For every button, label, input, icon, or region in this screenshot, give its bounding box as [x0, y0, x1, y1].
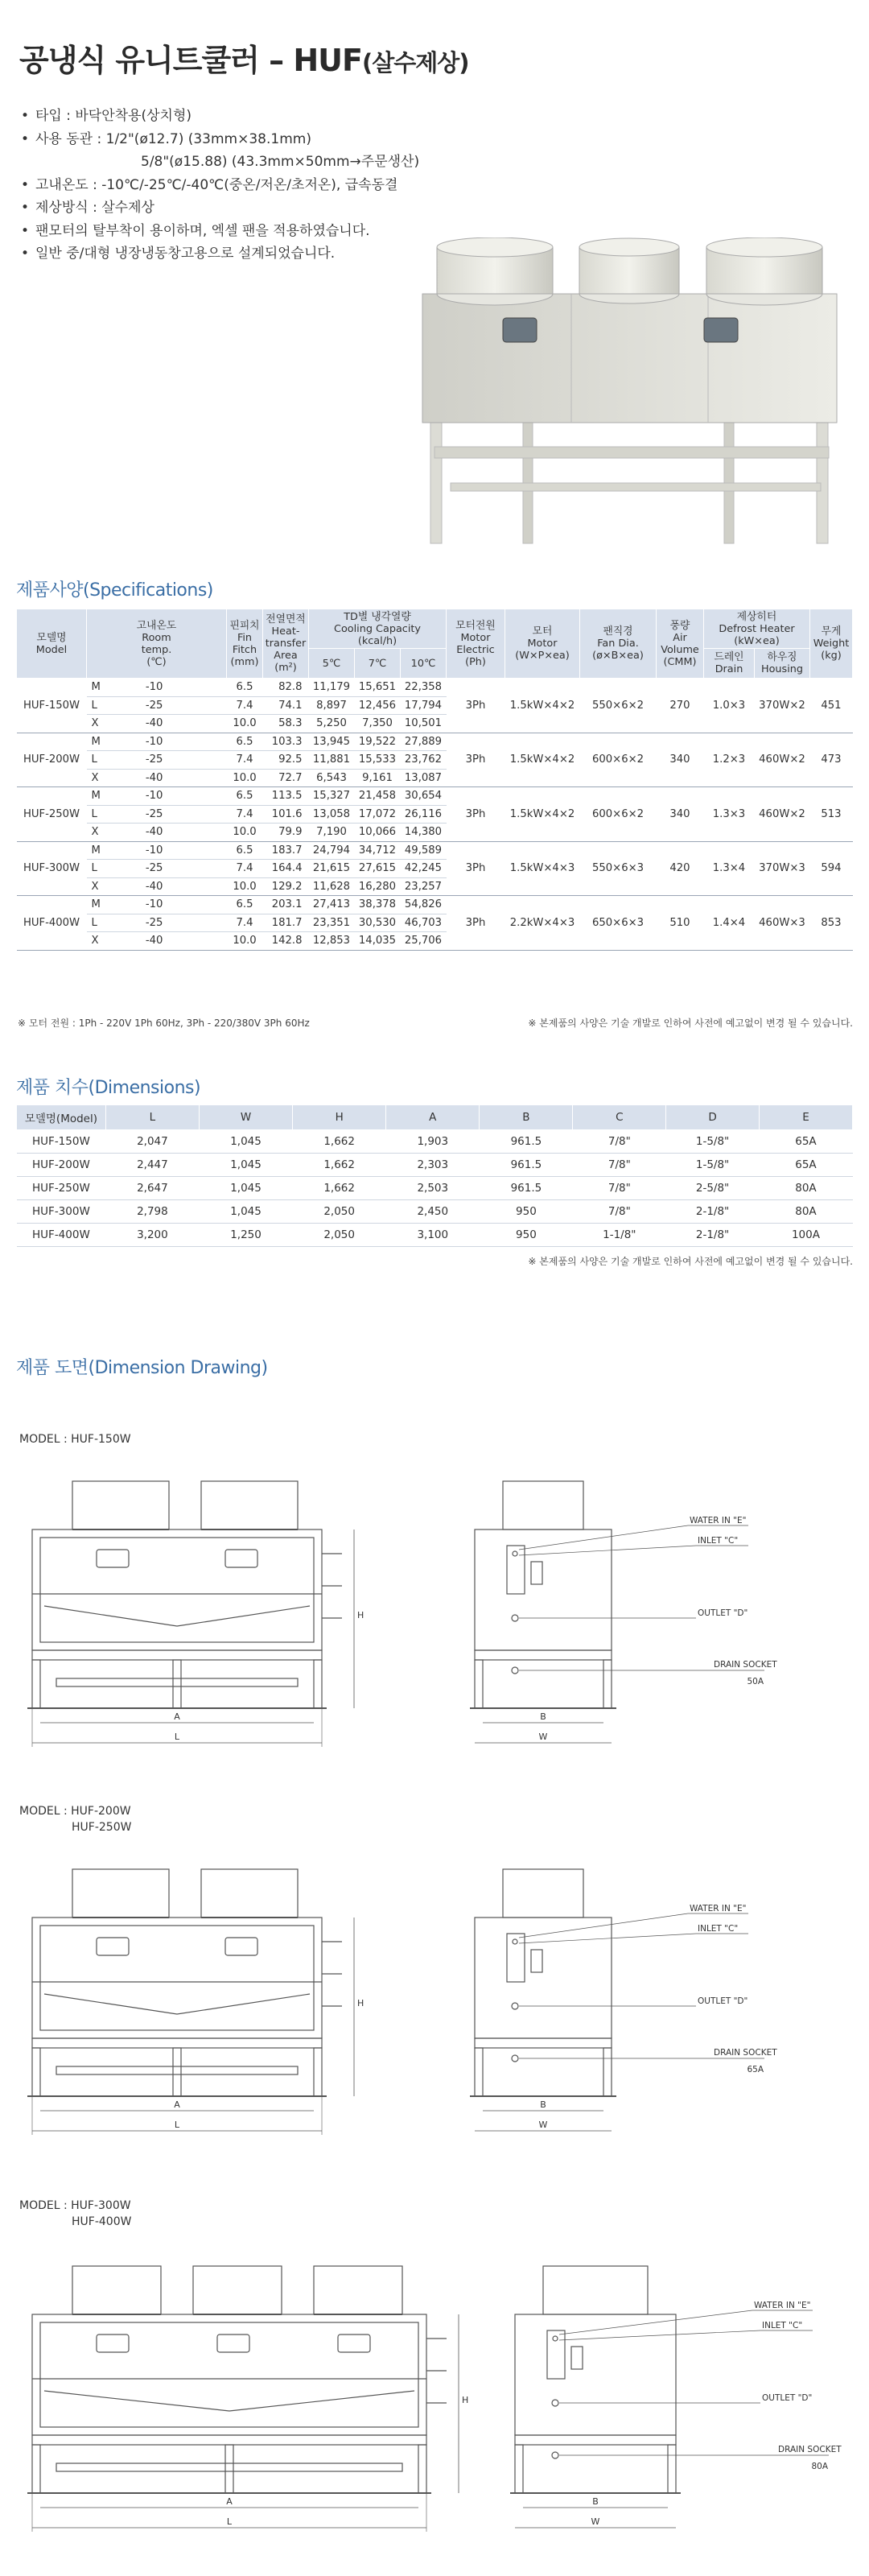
spec-cell: 420 — [657, 841, 704, 896]
dims-cell: 950 — [480, 1200, 573, 1224]
svg-text:DRAIN SOCKET: DRAIN SOCKET — [714, 1660, 777, 1670]
spec-cell: 340 — [657, 787, 704, 842]
dims-cell: 80A — [759, 1200, 852, 1224]
svg-text:WATER IN "E": WATER IN "E" — [690, 1516, 747, 1525]
feature-item: • 팬모터의 탈부착이 용이하며, 엑셀 팬을 적용하였습니다. — [19, 220, 454, 243]
dims-cell: 1,045 — [199, 1130, 292, 1154]
feature-item: • 타입 : 바닥안착용(상치형) — [19, 105, 454, 128]
spec-cell: 30,654 — [401, 787, 447, 806]
dims-cell: 1,662 — [293, 1177, 386, 1200]
drawings-heading: 제품 도면(Dimension Drawing) — [16, 1358, 268, 1378]
spec-cell: 129.2 — [263, 877, 309, 896]
spec-cell: 5,250 — [309, 715, 355, 733]
dims-cell: HUF-150W — [17, 1130, 106, 1154]
svg-text:WATER IN "E": WATER IN "E" — [754, 2301, 811, 2310]
spec-cell: 10.0 — [227, 877, 263, 896]
th-motor: 모터 Motor (W×P×ea) — [505, 609, 580, 679]
dims-header: D — [666, 1105, 760, 1130]
svg-text:65A: 65A — [747, 2065, 764, 2074]
svg-text:50A: 50A — [747, 1677, 764, 1686]
feature-item: • 일반 중/대형 냉장냉동창고용으로 설계되었습니다. — [19, 242, 454, 266]
drawing-model-1 — [19, 1431, 131, 1447]
drawing-model-2 — [19, 1803, 131, 1835]
spec-cell: 11,179 — [309, 679, 355, 697]
spec-cell: 79.9 — [263, 824, 309, 842]
spec-cell: 23,351 — [309, 914, 355, 932]
specs-heading: 제품사양(Specifications) — [16, 580, 213, 601]
specs-note-left: ※ 모터 전원 : 1Ph - 220V 1Ph 60Hz, 3Ph - 220/380V 3Ph 60Hz — [18, 1018, 310, 1029]
svg-text:INLET "C": INLET "C" — [698, 1536, 739, 1546]
spec-cell: 34,712 — [355, 841, 401, 860]
spec-cell: 42,245 — [401, 860, 447, 878]
spec-cell: 11,628 — [309, 877, 355, 896]
spec-cell: 6.5 — [227, 841, 263, 860]
spec-cell: M — [87, 679, 141, 697]
dims-cell: 1,250 — [199, 1224, 292, 1247]
dimension-drawing — [8, 2250, 861, 2556]
dims-cell: 961.5 — [480, 1177, 573, 1200]
dims-cell: 100A — [759, 1224, 852, 1247]
dims-header: L — [105, 1105, 199, 1130]
spec-cell: 8,897 — [309, 696, 355, 715]
th-model: 모델명 Model — [17, 609, 87, 679]
spec-cell: 12,456 — [355, 696, 401, 715]
spec-cell: 101.6 — [263, 805, 309, 824]
spec-cell: 473 — [810, 733, 853, 787]
dims-cell: HUF-300W — [17, 1200, 106, 1224]
spec-cell: 10,501 — [401, 715, 447, 733]
spec-cell: 10.0 — [227, 824, 263, 842]
spec-cell: L — [87, 751, 141, 770]
spec-cell: 17,072 — [355, 805, 401, 824]
spec-cell: 54,826 — [401, 896, 447, 914]
spec-cell: 6.5 — [227, 679, 263, 697]
spec-cell: 19,522 — [355, 733, 401, 751]
spec-cell: 3Ph — [447, 787, 505, 842]
spec-cell: 1.5kW×4×2 — [505, 733, 580, 787]
spec-cell: HUF-200W — [17, 733, 87, 787]
dims-cell: 1,045 — [199, 1154, 292, 1177]
spec-cell: 72.7 — [263, 769, 309, 787]
svg-text:OUTLET "D": OUTLET "D" — [698, 1608, 748, 1618]
spec-cell: X — [87, 824, 141, 842]
spec-cell: 58.3 — [263, 715, 309, 733]
spec-cell: -25 — [141, 860, 227, 878]
spec-cell: 23,762 — [401, 751, 447, 770]
feature-item: • 제상방식 : 살수제상 — [19, 196, 454, 220]
th-cooling: TD별 냉각열량 Cooling Capacity (kcal/h) — [309, 609, 447, 649]
svg-text:W: W — [538, 1732, 548, 1742]
spec-cell: 6.5 — [227, 787, 263, 806]
spec-cell: 1.4×4 — [704, 896, 755, 951]
dims-cell: 2,047 — [105, 1130, 199, 1154]
spec-cell: X — [87, 877, 141, 896]
dims-header: H — [293, 1105, 386, 1130]
dims-cell: HUF-250W — [17, 1177, 106, 1200]
th-defrost: 제상히터 Defrost Heater (kW×ea) — [704, 609, 810, 649]
dims-cell: 7/8" — [573, 1200, 666, 1224]
svg-text:W: W — [538, 2120, 548, 2130]
spec-cell: -40 — [141, 715, 227, 733]
spec-cell: 7,190 — [309, 824, 355, 842]
dimension-drawing — [8, 1853, 861, 2159]
spec-cell: 7,350 — [355, 715, 401, 733]
svg-text:WATER IN "E": WATER IN "E" — [690, 1904, 747, 1913]
spec-cell: 1.3×3 — [704, 787, 755, 842]
dims-row — [17, 1177, 853, 1200]
spec-cell: 460W×3 — [755, 896, 810, 951]
spec-cell: 164.4 — [263, 860, 309, 878]
dims-cell: 2,050 — [293, 1224, 386, 1247]
feature-list — [19, 105, 454, 266]
th-fin-pitch: 핀피치 Fin Fitch (mm) — [227, 609, 263, 679]
spec-cell: -40 — [141, 824, 227, 842]
spec-cell: HUF-250W — [17, 787, 87, 842]
spec-row — [17, 841, 853, 860]
spec-cell: 650×6×3 — [580, 896, 657, 951]
dims-cell: 1,045 — [199, 1177, 292, 1200]
svg-text:B: B — [592, 2496, 599, 2507]
dims-cell: 2-5/8" — [666, 1177, 760, 1200]
svg-text:A: A — [226, 2496, 233, 2507]
title-main: 공냉식 유니트쿨러 – HUF — [19, 43, 362, 78]
dims-header: 모델명(Model) — [17, 1105, 106, 1130]
dims-cell: 1-5/8" — [666, 1154, 760, 1177]
dims-cell: 2,303 — [386, 1154, 480, 1177]
spec-cell: 10.0 — [227, 715, 263, 733]
svg-text:H: H — [462, 2395, 469, 2405]
dims-cell: 7/8" — [573, 1154, 666, 1177]
dimension-drawing — [8, 1465, 861, 1771]
dims-cell: 961.5 — [480, 1130, 573, 1154]
spec-cell: 600×6×2 — [580, 733, 657, 787]
model-line: MODEL : HUF-300W — [19, 2199, 131, 2212]
spec-cell: 13,087 — [401, 769, 447, 787]
spec-row — [17, 896, 853, 914]
spec-cell: 183.7 — [263, 841, 309, 860]
th-fan: 팬직경 Fan Dia. (ø×B×ea) — [580, 609, 657, 679]
svg-text:OUTLET "D": OUTLET "D" — [762, 2393, 813, 2403]
spec-cell: 27,413 — [309, 896, 355, 914]
spec-row — [17, 733, 853, 751]
spec-cell: 6.5 — [227, 896, 263, 914]
spec-cell: 6.5 — [227, 733, 263, 751]
dimensions-note: ※ 본제품의 사양은 기술 개발로 인하여 사전에 예고없이 변경 될 수 있습니다. — [528, 1256, 853, 1267]
spec-cell: 3Ph — [447, 896, 505, 951]
dims-cell: 65A — [759, 1130, 852, 1154]
feature-item: • 고내온도 : -10℃/-25℃/-40℃(중온/저온/초저온), 급속동결 — [19, 174, 454, 197]
spec-cell: 3Ph — [447, 841, 505, 896]
spec-cell: X — [87, 932, 141, 951]
dims-cell: 2,798 — [105, 1200, 199, 1224]
spec-cell: 113.5 — [263, 787, 309, 806]
th-housing: 하우징 Housing — [755, 649, 810, 679]
spec-row — [17, 679, 853, 697]
dims-cell: 1,045 — [199, 1200, 292, 1224]
dims-header: A — [386, 1105, 480, 1130]
spec-cell: 2.2kW×4×3 — [505, 896, 580, 951]
dims-header: E — [759, 1105, 852, 1130]
svg-text:L: L — [226, 2516, 233, 2527]
dims-cell: 7/8" — [573, 1177, 666, 1200]
spec-cell: 1.5kW×4×3 — [505, 841, 580, 896]
th-drain: 드레인 Drain — [704, 649, 755, 679]
spec-cell: 13,058 — [309, 805, 355, 824]
spec-cell: 460W×2 — [755, 787, 810, 842]
spec-cell: 7.4 — [227, 696, 263, 715]
spec-cell: L — [87, 914, 141, 932]
spec-cell: L — [87, 805, 141, 824]
spec-cell: 7.4 — [227, 860, 263, 878]
spec-cell: 14,380 — [401, 824, 447, 842]
spec-cell: 370W×2 — [755, 679, 810, 733]
spec-cell: X — [87, 769, 141, 787]
specifications-table — [16, 609, 853, 951]
spec-cell: 181.7 — [263, 914, 309, 932]
svg-text:80A: 80A — [811, 2462, 828, 2471]
dimensions-heading: 제품 치수(Dimensions) — [16, 1078, 201, 1098]
spec-cell: M — [87, 733, 141, 751]
spec-cell: 550×6×2 — [580, 679, 657, 733]
svg-text:DRAIN SOCKET: DRAIN SOCKET — [778, 2445, 842, 2454]
spec-cell: 270 — [657, 679, 704, 733]
spec-cell: -25 — [141, 696, 227, 715]
svg-text:OUTLET "D": OUTLET "D" — [698, 1996, 748, 2006]
dims-cell: 80A — [759, 1177, 852, 1200]
specs-note-right: ※ 본제품의 사양은 기술 개발로 인하여 사전에 예고없이 변경 될 수 있습니다. — [528, 1018, 853, 1029]
spec-cell: 7.4 — [227, 805, 263, 824]
dims-cell: 2,450 — [386, 1200, 480, 1224]
spec-cell: 203.1 — [263, 896, 309, 914]
dims-cell: 1,662 — [293, 1130, 386, 1154]
spec-cell: 9,161 — [355, 769, 401, 787]
dims-row — [17, 1154, 853, 1177]
spec-cell: 370W×3 — [755, 841, 810, 896]
svg-text:INLET "C": INLET "C" — [762, 2321, 803, 2330]
spec-cell: 15,651 — [355, 679, 401, 697]
spec-cell: 10.0 — [227, 769, 263, 787]
spec-cell: L — [87, 860, 141, 878]
spec-cell: M — [87, 896, 141, 914]
spec-cell: 103.3 — [263, 733, 309, 751]
spec-cell: 26,116 — [401, 805, 447, 824]
spec-cell: HUF-300W — [17, 841, 87, 896]
svg-text:H: H — [357, 1998, 364, 2008]
svg-text:A: A — [174, 2099, 180, 2110]
spec-cell: -40 — [141, 932, 227, 951]
spec-cell: 74.1 — [263, 696, 309, 715]
spec-cell: 23,257 — [401, 877, 447, 896]
product-image — [418, 237, 853, 551]
drawing-model-3 — [19, 2198, 131, 2230]
spec-cell: 27,889 — [401, 733, 447, 751]
spec-cell: 21,458 — [355, 787, 401, 806]
th-c10: 10℃ — [401, 649, 447, 679]
dims-row — [17, 1130, 853, 1154]
page-title — [19, 35, 469, 80]
spec-cell: 600×6×2 — [580, 787, 657, 842]
spec-cell: HUF-150W — [17, 679, 87, 733]
spec-cell: 38,378 — [355, 896, 401, 914]
svg-text:DRAIN SOCKET: DRAIN SOCKET — [714, 2048, 777, 2058]
th-area: 전열면적 Heat- transfer Area (m²) — [263, 609, 309, 679]
th-electric: 모터전원 Motor Electric (Ph) — [447, 609, 505, 679]
th-c7: 7℃ — [355, 649, 401, 679]
spec-cell: 24,794 — [309, 841, 355, 860]
spec-cell: 7.4 — [227, 914, 263, 932]
spec-cell: 513 — [810, 787, 853, 842]
dims-row — [17, 1200, 853, 1224]
spec-cell: 82.8 — [263, 679, 309, 697]
spec-cell: 49,589 — [401, 841, 447, 860]
dims-header: B — [480, 1105, 573, 1130]
spec-cell: -10 — [141, 787, 227, 806]
dims-row — [17, 1224, 853, 1247]
dims-header: C — [573, 1105, 666, 1130]
svg-text:L: L — [174, 1732, 180, 1742]
spec-cell: 6,543 — [309, 769, 355, 787]
dims-cell: 65A — [759, 1154, 852, 1177]
spec-cell: 3Ph — [447, 679, 505, 733]
spec-cell: 3Ph — [447, 733, 505, 787]
spec-cell: 1.3×4 — [704, 841, 755, 896]
dims-cell: 3,100 — [386, 1224, 480, 1247]
spec-cell: 17,794 — [401, 696, 447, 715]
spec-cell: -10 — [141, 841, 227, 860]
spec-cell: HUF-400W — [17, 896, 87, 951]
title-sub: (살수제상) — [361, 49, 469, 76]
spec-cell: 510 — [657, 896, 704, 951]
dims-cell: 3,200 — [105, 1224, 199, 1247]
spec-cell: 1.5kW×4×2 — [505, 679, 580, 733]
dims-cell: 2,647 — [105, 1177, 199, 1200]
dims-cell: 7/8" — [573, 1130, 666, 1154]
dims-cell: 1-5/8" — [666, 1130, 760, 1154]
spec-cell: 11,881 — [309, 751, 355, 770]
spec-row — [17, 787, 853, 806]
spec-cell: M — [87, 841, 141, 860]
spec-cell: -40 — [141, 877, 227, 896]
spec-cell: 46,703 — [401, 914, 447, 932]
spec-cell: 1.5kW×4×2 — [505, 787, 580, 842]
feature-item: • 사용 동관 : 1/2"(ø12.7) (33mm×38.1mm) — [19, 128, 454, 151]
spec-cell: 12,853 — [309, 932, 355, 951]
spec-cell: 22,358 — [401, 679, 447, 697]
spec-cell: 340 — [657, 733, 704, 787]
dims-cell: HUF-400W — [17, 1224, 106, 1247]
spec-cell: 460W×2 — [755, 733, 810, 787]
dimensions-table — [16, 1104, 853, 1247]
dims-cell: 950 — [480, 1224, 573, 1247]
spec-cell: 10,066 — [355, 824, 401, 842]
dims-cell: 961.5 — [480, 1154, 573, 1177]
spec-cell: 1.2×3 — [704, 733, 755, 787]
feature-item: 5/8"(ø15.88) (43.3mm×50mm→주문생산) — [141, 154, 420, 170]
spec-cell: L — [87, 696, 141, 715]
spec-cell: 142.8 — [263, 932, 309, 951]
spec-cell: 14,035 — [355, 932, 401, 951]
spec-cell: 15,533 — [355, 751, 401, 770]
dims-cell: 2,503 — [386, 1177, 480, 1200]
spec-cell: 451 — [810, 679, 853, 733]
svg-text:B: B — [540, 2099, 546, 2110]
spec-cell: 7.4 — [227, 751, 263, 770]
spec-cell: 853 — [810, 896, 853, 951]
spec-cell: X — [87, 715, 141, 733]
spec-cell: -25 — [141, 805, 227, 824]
th-air: 풍량 Air Volume (CMM) — [657, 609, 704, 679]
model-line: MODEL : HUF-200W — [19, 1805, 131, 1818]
svg-text:W: W — [591, 2516, 600, 2527]
dims-cell: 2-1/8" — [666, 1224, 760, 1247]
spec-cell: 594 — [810, 841, 853, 896]
svg-text:L: L — [174, 2120, 180, 2130]
model-line: MODEL : HUF-150W — [19, 1433, 131, 1446]
spec-cell: -10 — [141, 679, 227, 697]
spec-cell: -25 — [141, 914, 227, 932]
spec-cell: -25 — [141, 751, 227, 770]
spec-cell: -10 — [141, 733, 227, 751]
dims-cell: 2,050 — [293, 1200, 386, 1224]
spec-cell: 25,706 — [401, 932, 447, 951]
dims-header: W — [199, 1105, 292, 1130]
spec-cell: 550×6×3 — [580, 841, 657, 896]
th-weight: 무게 Weight (kg) — [810, 609, 853, 679]
spec-cell: 16,280 — [355, 877, 401, 896]
model-line: HUF-400W — [72, 2215, 132, 2228]
dims-cell: 2,447 — [105, 1154, 199, 1177]
spec-cell: 27,615 — [355, 860, 401, 878]
spec-cell: 13,945 — [309, 733, 355, 751]
spec-cell: 21,615 — [309, 860, 355, 878]
spec-cell: 10.0 — [227, 932, 263, 951]
svg-text:H: H — [357, 1610, 364, 1620]
spec-cell: 92.5 — [263, 751, 309, 770]
svg-text:A: A — [174, 1711, 180, 1722]
spec-cell: 15,327 — [309, 787, 355, 806]
dims-cell: 1-1/8" — [573, 1224, 666, 1247]
spec-cell: M — [87, 787, 141, 806]
dims-cell: 2-1/8" — [666, 1200, 760, 1224]
dims-cell: 1,903 — [386, 1130, 480, 1154]
spec-cell: -10 — [141, 896, 227, 914]
svg-text:B: B — [540, 1711, 546, 1722]
dims-cell: 1,662 — [293, 1154, 386, 1177]
dims-cell: HUF-200W — [17, 1154, 106, 1177]
th-c5: 5℃ — [309, 649, 355, 679]
spec-cell: 1.0×3 — [704, 679, 755, 733]
spec-cell: 30,530 — [355, 914, 401, 932]
spec-cell: -40 — [141, 769, 227, 787]
svg-text:INLET "C": INLET "C" — [698, 1924, 739, 1934]
th-room-temp: 고내온도 Room temp. (℃) — [87, 609, 227, 679]
model-line: HUF-250W — [72, 1821, 132, 1834]
